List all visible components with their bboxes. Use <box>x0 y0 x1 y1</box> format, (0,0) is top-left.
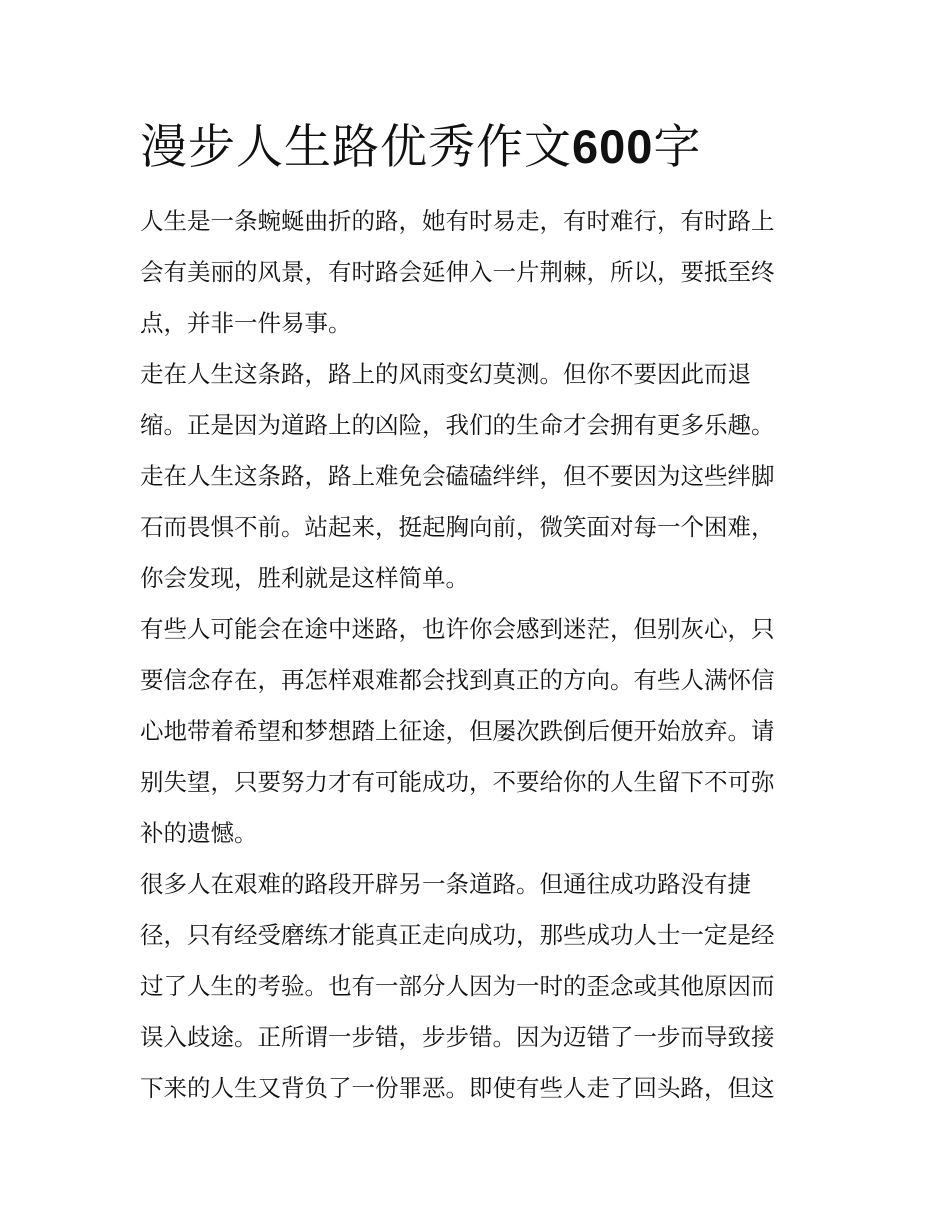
document-body <box>140 196 830 1114</box>
text-line: 走在人生这条路，路上难免会磕磕绊绊，但不要因为这些绊脚 <box>140 462 775 490</box>
text-line: 缩。正是因为道路上的凶险，我们的生命才会拥有更多乐趣。 <box>140 411 775 439</box>
text-line: 要信念存在，再怎样艰难都会找到真正的方向。有些人满怀信 <box>140 666 775 694</box>
text-line: 点，并非一件易事。 <box>140 309 352 337</box>
title-text: 漫步人生路优秀作文 <box>140 120 572 175</box>
text-line: 心地带着希望和梦想踏上征途，但屡次跌倒后便开始放弃。请 <box>140 717 775 745</box>
text-line: 过了人生的考验。也有一部分人因为一时的歪念或其他原因而 <box>140 972 775 1000</box>
text-line: 径，只有经受磨练才能真正走向成功，那些成功人士一定是经 <box>140 921 775 949</box>
text-line: 你会发现，胜利就是这样简单。 <box>140 564 469 592</box>
text-line: 误入歧途。正所谓一步错，步步错。因为迈错了一步而导致接 <box>140 1023 775 1051</box>
text-line: 别失望，只要努力才有可能成功，不要给你的人生留下不可弥 <box>140 768 775 796</box>
text-line: 补的遗憾。 <box>140 819 258 847</box>
text-line: 石而畏惧不前。站起来，挺起胸向前，微笑面对每一个困难， <box>140 513 775 541</box>
text-line: 会有美丽的风景，有时路会延伸入一片荆棘，所以，要抵至终 <box>140 258 775 286</box>
document-title <box>140 112 701 183</box>
text-line: 人生是一条蜿蜒曲折的路，她有时易走，有时难行，有时路上 <box>140 207 775 235</box>
text-line: 下来的人生又背负了一份罪恶。即使有些人走了回头路，但这 <box>140 1074 775 1102</box>
title-number: 600 <box>572 120 654 173</box>
title-suffix: 字 <box>653 120 702 175</box>
text-line: 走在人生这条路，路上的风雨变幻莫测。但你不要因此而退 <box>140 360 751 388</box>
text-line: 很多人在艰难的路段开辟另一条道路。但通往成功路没有捷 <box>140 870 751 898</box>
text-line: 有些人可能会在途中迷路，也许你会感到迷茫，但别灰心，只 <box>140 615 775 643</box>
